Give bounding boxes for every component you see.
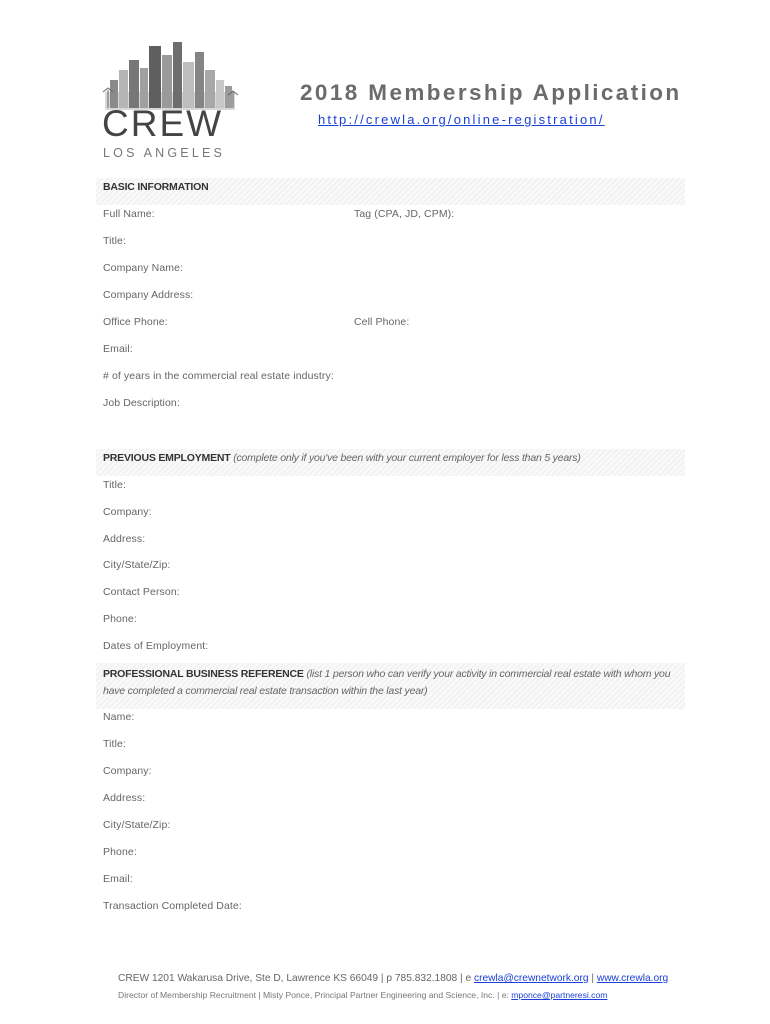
footer-address: CREW 1201 Wakarusa Drive, Ste D, Lawrence KS 66049 | p 785.832.1808 | e <box>118 973 475 984</box>
field-prev-address[interactable]: Address: <box>103 533 146 545</box>
field-years[interactable]: # of years in the commercial real estate industry: <box>103 370 334 382</box>
field-prev-company[interactable]: Company: <box>103 506 152 518</box>
footer-separator: | <box>588 973 597 984</box>
field-job-description[interactable]: Job Description: <box>103 397 180 409</box>
footer-website-link[interactable]: www.crewla.org <box>596 973 669 984</box>
field-ref-address[interactable]: Address: <box>103 792 146 804</box>
page-title: 2018 Membership Application <box>300 80 682 105</box>
field-prev-dates[interactable]: Dates of Employment: <box>103 640 209 652</box>
field-ref-email[interactable]: Email: <box>103 873 133 885</box>
field-prev-contact[interactable]: Contact Person: <box>103 586 180 598</box>
footer-director: Director of Membership Recruitment | Misty Ponce, Principal Partner Engineering and Science, Inc. | e: <box>118 990 512 1000</box>
field-company-address[interactable]: Company Address: <box>103 289 194 301</box>
field-company-name[interactable]: Company Name: <box>103 262 184 274</box>
section-heading-previous: PREVIOUS EMPLOYMENT (complete only if you've been with your current employer for less than 5 years) <box>103 452 581 464</box>
field-ref-transaction-date[interactable]: Transaction Completed Date: <box>103 900 242 912</box>
field-ref-company[interactable]: Company: <box>103 765 152 777</box>
footer-contact-line <box>118 973 668 984</box>
section-heading-basic: BASIC INFORMATION <box>103 181 209 193</box>
footer-director-line <box>118 990 607 1000</box>
field-prev-city[interactable]: City/State/Zip: <box>103 559 171 571</box>
registration-link[interactable]: http://crewla.org/online-registration/ <box>318 112 605 127</box>
logo-wordmark: CREW <box>102 103 224 144</box>
skyline-icon <box>100 40 240 110</box>
field-ref-city[interactable]: City/State/Zip: <box>103 819 171 831</box>
crew-logo <box>100 40 240 165</box>
field-cell-phone[interactable]: Cell Phone: <box>354 316 410 328</box>
section-heading-reference: PROFESSIONAL BUSINESS REFERENCE (list 1 person who can verify your activity in commercial real estate with whom you have completed a commercial real estate transaction within the last year) <box>103 668 671 697</box>
field-prev-phone[interactable]: Phone: <box>103 613 137 625</box>
field-prev-title[interactable]: Title: <box>103 479 126 491</box>
field-ref-name[interactable]: Name: <box>103 711 135 723</box>
field-email[interactable]: Email: <box>103 343 133 355</box>
field-full-name[interactable]: Full Name: <box>103 208 155 220</box>
field-title[interactable]: Title: <box>103 235 126 247</box>
field-tag[interactable]: Tag (CPA, JD, CPM): <box>354 208 455 220</box>
footer-director-email-link[interactable]: mponce@partneresi.com <box>511 990 608 1000</box>
field-ref-phone[interactable]: Phone: <box>103 846 137 858</box>
logo-city: LOS ANGELES <box>103 146 226 160</box>
footer-email-link[interactable]: crewla@crewnetwork.org <box>474 973 589 984</box>
field-office-phone[interactable]: Office Phone: <box>103 316 168 328</box>
field-ref-title[interactable]: Title: <box>103 738 126 750</box>
